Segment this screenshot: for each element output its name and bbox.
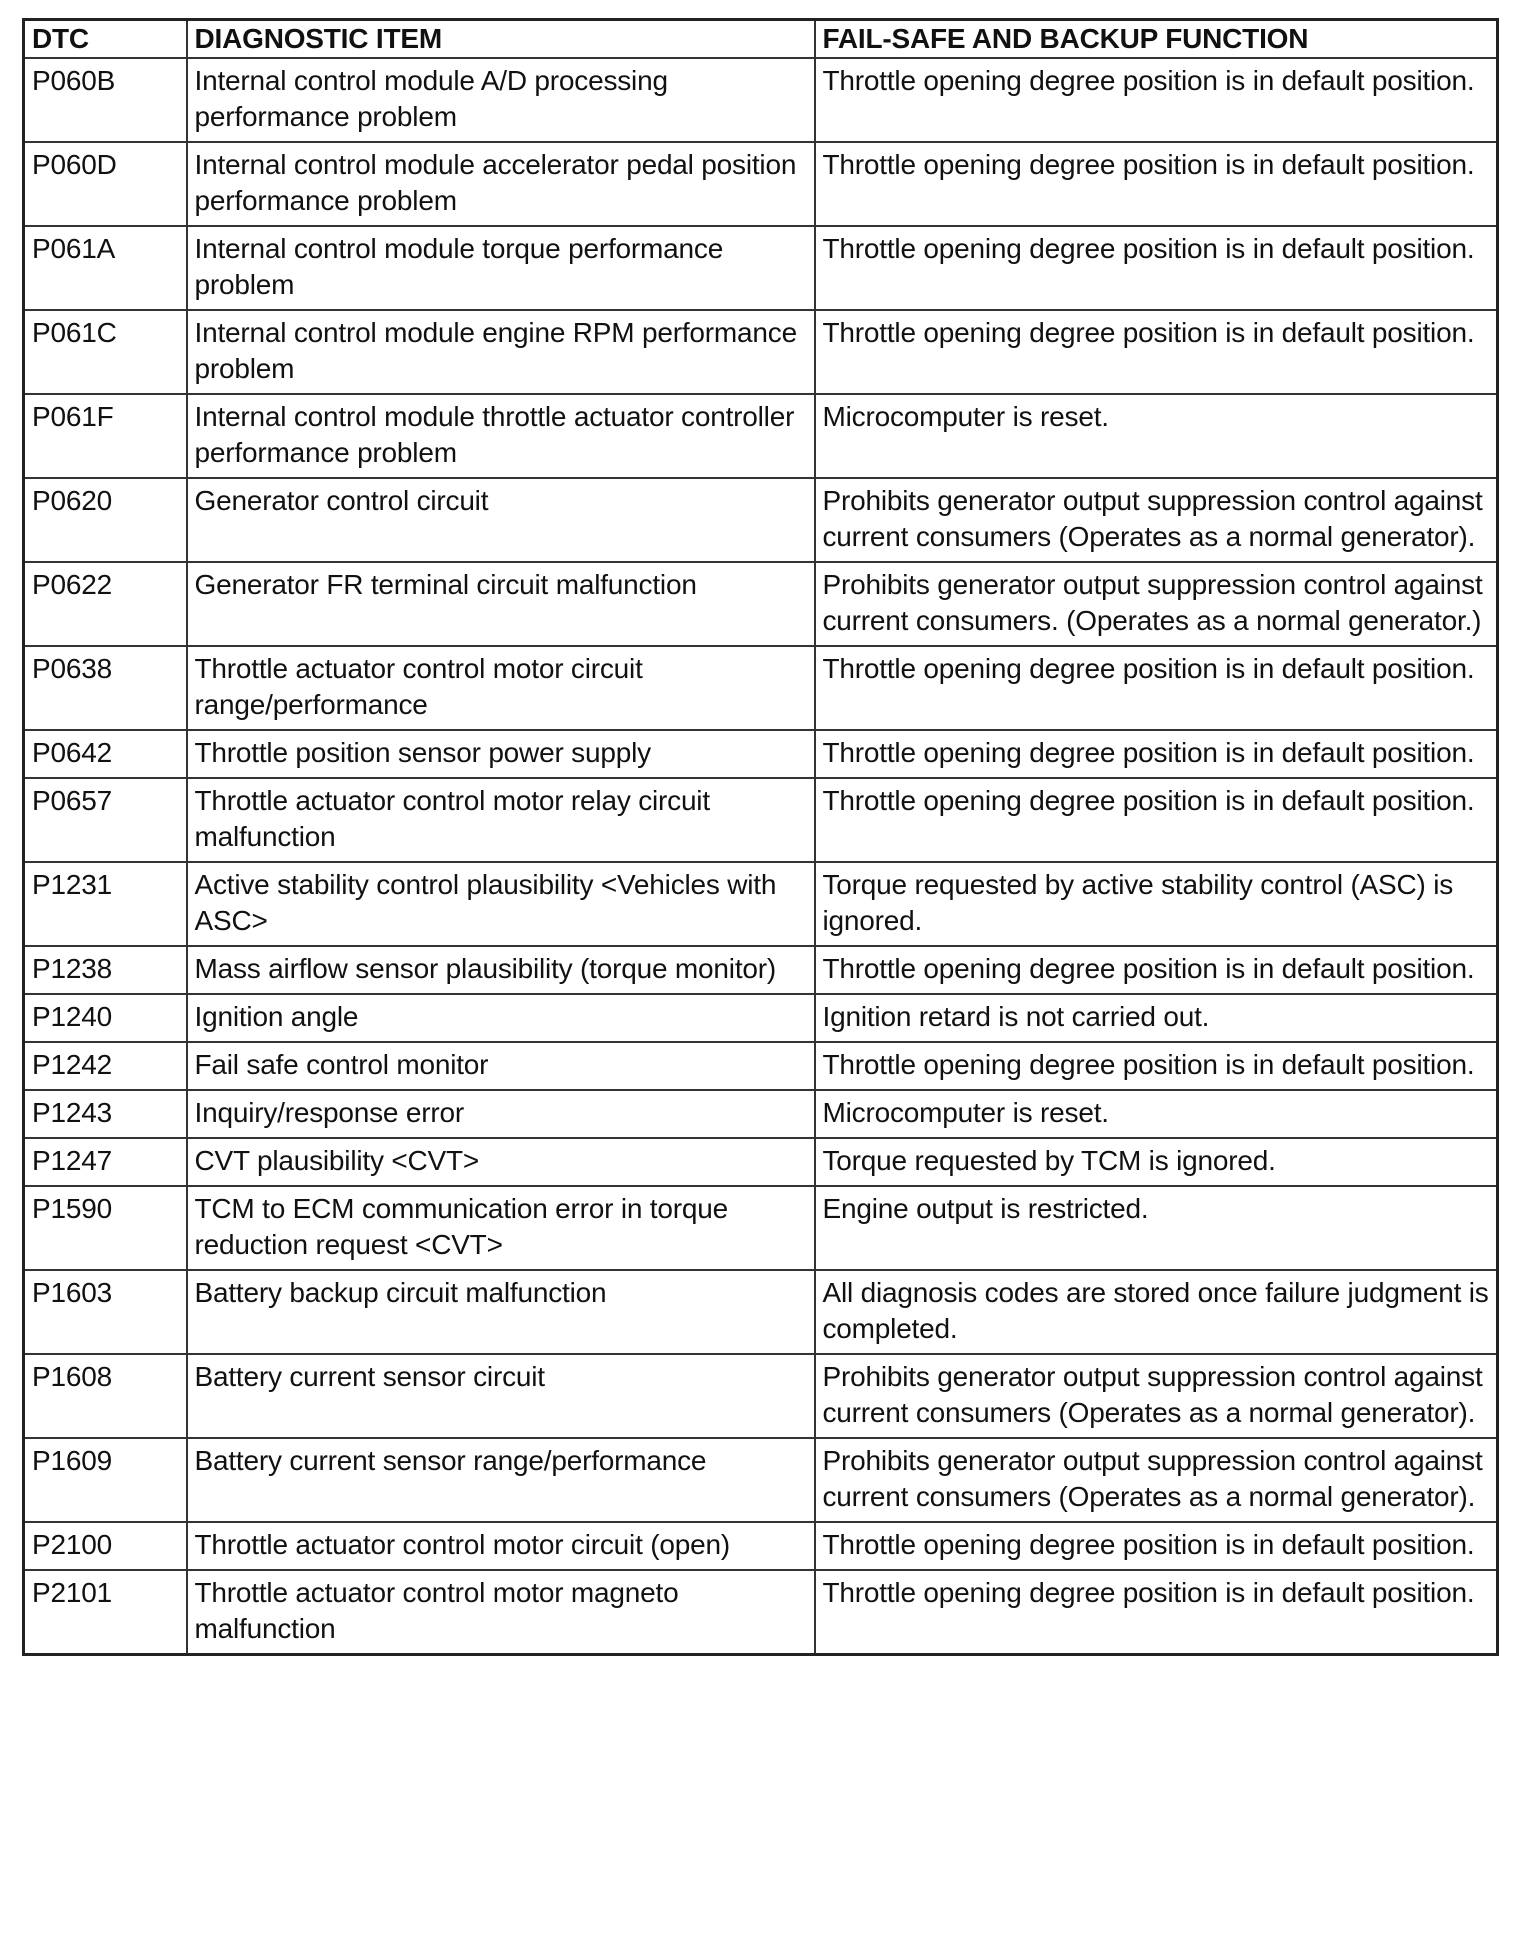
fail-safe-function: Microcomputer is reset. bbox=[815, 394, 1498, 478]
diagnostic-item: Internal control module A/D processing performance problem bbox=[187, 58, 815, 142]
diagnostic-item: Mass airflow sensor plausibility (torque monitor) bbox=[187, 946, 815, 994]
dtc-code: P1240 bbox=[24, 994, 187, 1042]
fail-safe-function: Throttle opening degree position is in default position. bbox=[815, 310, 1498, 394]
table-row bbox=[24, 1138, 1498, 1186]
dtc-code: P060D bbox=[24, 142, 187, 226]
table-row bbox=[24, 1354, 1498, 1438]
dtc-code: P1590 bbox=[24, 1186, 187, 1270]
fail-safe-function: Microcomputer is reset. bbox=[815, 1090, 1498, 1138]
diagnostic-item: Ignition angle bbox=[187, 994, 815, 1042]
table-row bbox=[24, 394, 1498, 478]
dtc-code: P2100 bbox=[24, 1522, 187, 1570]
dtc-code: P061A bbox=[24, 226, 187, 310]
fail-safe-function: Torque requested by TCM is ignored. bbox=[815, 1138, 1498, 1186]
fail-safe-function: Prohibits generator output suppression control against current consumers (Operates as a normal generator). bbox=[815, 1354, 1498, 1438]
table-row bbox=[24, 58, 1498, 142]
dtc-code: P061C bbox=[24, 310, 187, 394]
table-row bbox=[24, 310, 1498, 394]
fail-safe-function: Prohibits generator output suppression control against current consumers (Operates as a normal generator). bbox=[815, 478, 1498, 562]
diagnostic-item: Throttle actuator control motor relay circuit malfunction bbox=[187, 778, 815, 862]
dtc-code: P1242 bbox=[24, 1042, 187, 1090]
table-row bbox=[24, 862, 1498, 946]
diagnostic-item: Battery backup circuit malfunction bbox=[187, 1270, 815, 1354]
diagnostic-item: Internal control module torque performance problem bbox=[187, 226, 815, 310]
dtc-table bbox=[22, 18, 1499, 1656]
dtc-code: P1603 bbox=[24, 1270, 187, 1354]
table-row bbox=[24, 778, 1498, 862]
fail-safe-function: Throttle opening degree position is in default position. bbox=[815, 1570, 1498, 1655]
fail-safe-function: Throttle opening degree position is in default position. bbox=[815, 226, 1498, 310]
fail-safe-function: All diagnosis codes are stored once failure judgment is completed. bbox=[815, 1270, 1498, 1354]
table-row bbox=[24, 1090, 1498, 1138]
fail-safe-function: Throttle opening degree position is in default position. bbox=[815, 730, 1498, 778]
header-diagnostic-item: DIAGNOSTIC ITEM bbox=[187, 20, 815, 59]
diagnostic-item: Throttle actuator control motor circuit (open) bbox=[187, 1522, 815, 1570]
table-row bbox=[24, 994, 1498, 1042]
fail-safe-function: Prohibits generator output suppression control against current consumers. (Operates as a normal generator.) bbox=[815, 562, 1498, 646]
table-row bbox=[24, 226, 1498, 310]
dtc-code: P1247 bbox=[24, 1138, 187, 1186]
fail-safe-function: Torque requested by active stability control (ASC) is ignored. bbox=[815, 862, 1498, 946]
dtc-code: P0657 bbox=[24, 778, 187, 862]
table-row bbox=[24, 1570, 1498, 1655]
diagnostic-item: Battery current sensor range/performance bbox=[187, 1438, 815, 1522]
dtc-code: P060B bbox=[24, 58, 187, 142]
dtc-code: P0620 bbox=[24, 478, 187, 562]
table-row bbox=[24, 1042, 1498, 1090]
diagnostic-item: Generator control circuit bbox=[187, 478, 815, 562]
table-row bbox=[24, 946, 1498, 994]
table-row bbox=[24, 562, 1498, 646]
fail-safe-function: Throttle opening degree position is in default position. bbox=[815, 1522, 1498, 1570]
fail-safe-function: Throttle opening degree position is in default position. bbox=[815, 58, 1498, 142]
fail-safe-function: Throttle opening degree position is in default position. bbox=[815, 142, 1498, 226]
fail-safe-function: Throttle opening degree position is in default position. bbox=[815, 1042, 1498, 1090]
fail-safe-function: Throttle opening degree position is in default position. bbox=[815, 646, 1498, 730]
dtc-code: P0638 bbox=[24, 646, 187, 730]
table-row bbox=[24, 1438, 1498, 1522]
table-row bbox=[24, 1270, 1498, 1354]
diagnostic-item: TCM to ECM communication error in torque reduction request <CVT> bbox=[187, 1186, 815, 1270]
diagnostic-item: Throttle actuator control motor circuit range/performance bbox=[187, 646, 815, 730]
fail-safe-function: Throttle opening degree position is in default position. bbox=[815, 946, 1498, 994]
table-row bbox=[24, 478, 1498, 562]
fail-safe-function: Prohibits generator output suppression control against current consumers (Operates as a normal generator). bbox=[815, 1438, 1498, 1522]
dtc-code: P1608 bbox=[24, 1354, 187, 1438]
diagnostic-item: Inquiry/response error bbox=[187, 1090, 815, 1138]
diagnostic-item: Internal control module throttle actuator controller performance problem bbox=[187, 394, 815, 478]
table-header-row bbox=[24, 20, 1498, 59]
table-row bbox=[24, 646, 1498, 730]
dtc-code: P061F bbox=[24, 394, 187, 478]
diagnostic-item: CVT plausibility <CVT> bbox=[187, 1138, 815, 1186]
table-row bbox=[24, 1186, 1498, 1270]
table-row bbox=[24, 142, 1498, 226]
fail-safe-function: Ignition retard is not carried out. bbox=[815, 994, 1498, 1042]
diagnostic-item: Internal control module accelerator pedal position performance problem bbox=[187, 142, 815, 226]
dtc-code: P0642 bbox=[24, 730, 187, 778]
dtc-code: P0622 bbox=[24, 562, 187, 646]
dtc-code: P1243 bbox=[24, 1090, 187, 1138]
dtc-code: P1231 bbox=[24, 862, 187, 946]
header-dtc: DTC bbox=[24, 20, 187, 59]
diagnostic-item: Throttle actuator control motor magneto malfunction bbox=[187, 1570, 815, 1655]
dtc-code: P1238 bbox=[24, 946, 187, 994]
diagnostic-item: Throttle position sensor power supply bbox=[187, 730, 815, 778]
dtc-code: P2101 bbox=[24, 1570, 187, 1655]
header-fail-safe: FAIL-SAFE AND BACKUP FUNCTION bbox=[815, 20, 1498, 59]
fail-safe-function: Engine output is restricted. bbox=[815, 1186, 1498, 1270]
dtc-code: P1609 bbox=[24, 1438, 187, 1522]
diagnostic-item: Fail safe control monitor bbox=[187, 1042, 815, 1090]
table-row bbox=[24, 1522, 1498, 1570]
diagnostic-item: Active stability control plausibility <Vehicles with ASC> bbox=[187, 862, 815, 946]
diagnostic-item: Battery current sensor circuit bbox=[187, 1354, 815, 1438]
diagnostic-item: Internal control module engine RPM performance problem bbox=[187, 310, 815, 394]
table-body bbox=[24, 58, 1498, 1655]
diagnostic-item: Generator FR terminal circuit malfunction bbox=[187, 562, 815, 646]
table-row bbox=[24, 730, 1498, 778]
fail-safe-function: Throttle opening degree position is in default position. bbox=[815, 778, 1498, 862]
